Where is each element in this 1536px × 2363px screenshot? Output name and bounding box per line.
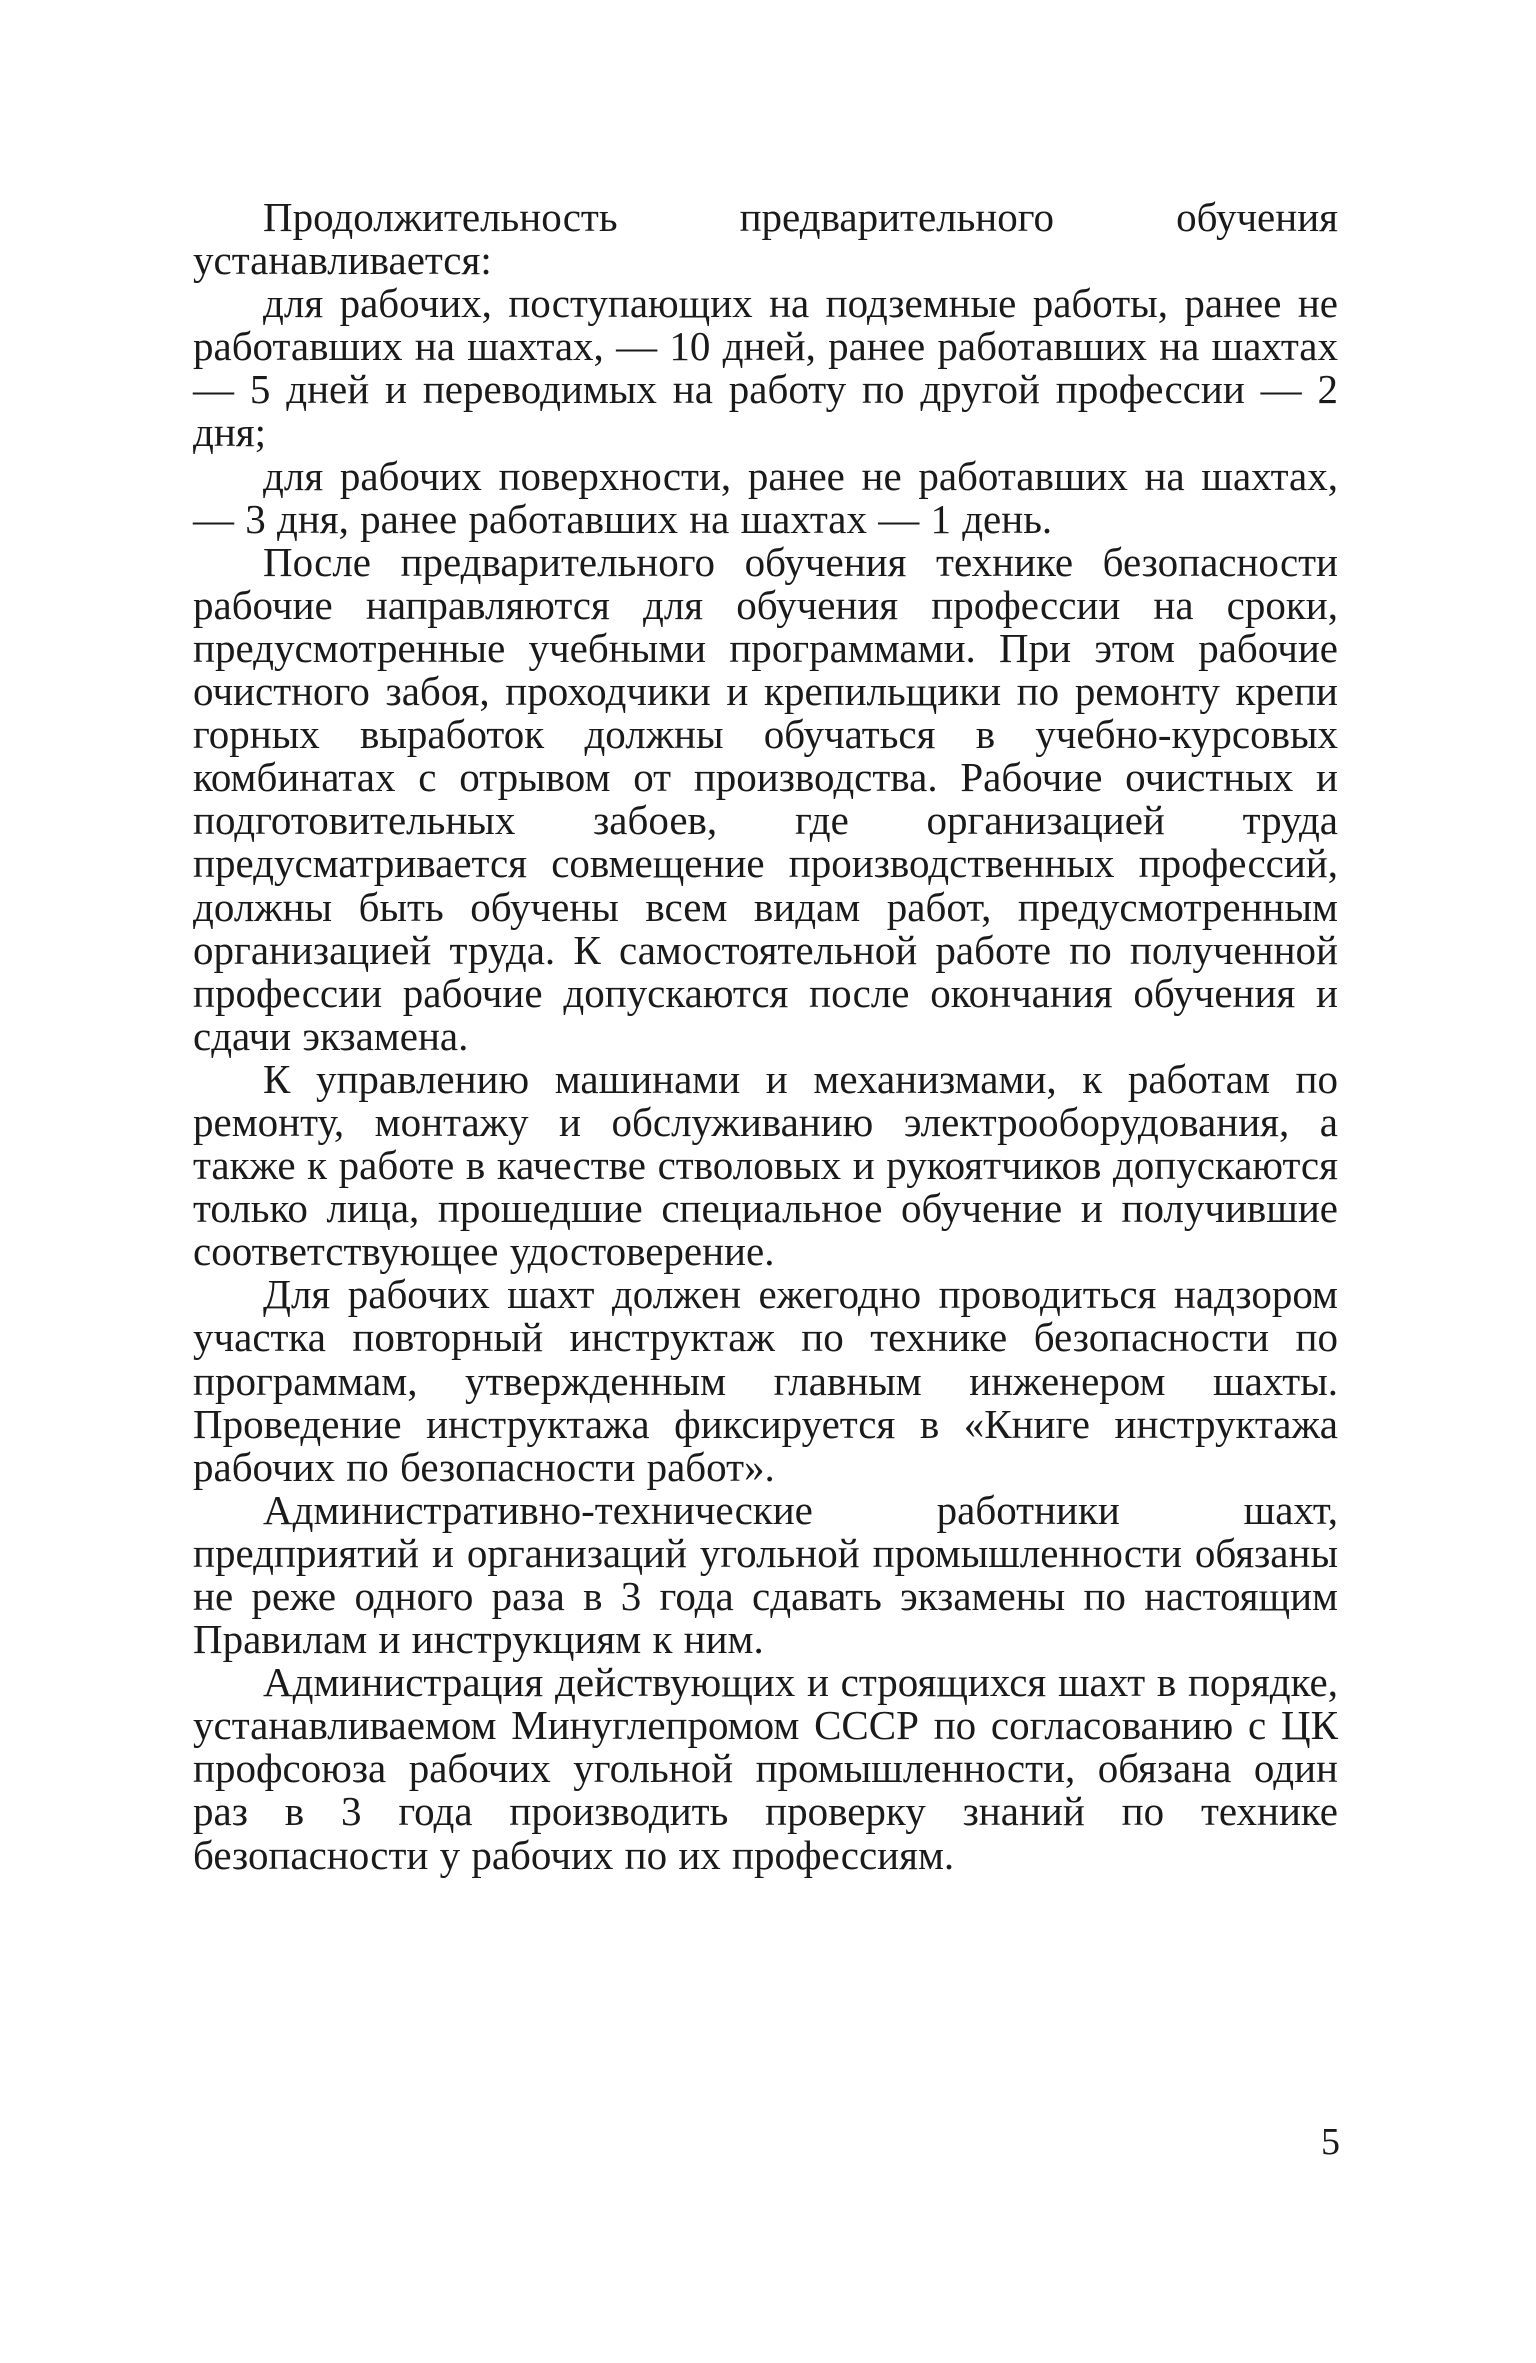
paragraph-professional-training: После предварительного обучения технике безопасности рабочие направляются для обучения профессии на сроки, предусмотренные учебными программами. При этом рабочие очистного забоя, проходчики и крепильщики по ремонту крепи горных выработок должны обучаться в учебно-курсовых комбинатах с отрывом от производства. Рабочие очистных и подготовительных забоев, где организацией труда предусматривается совмещение производственных профессий, должны быть обучены всем видам работ, предусмотренным организацией труда. К самостоятельной работе по полученной профессии рабочие допускаются после окончания обучения и сдачи экзамена. [193, 538, 1338, 1059]
page-number: 5 [1321, 2121, 1340, 2163]
paragraph-surface-workers: для рабочих поверхности, ранее не работавших на шахтах, — 3 дня, ранее работавших на шахтах — 1 день. [193, 452, 1338, 542]
paragraph-knowledge-check: Администрация действующих и строящихся шахт в порядке, устанавливаемом Минуглепромом СССР по согласованию с ЦК профсоюза рабочих угольной промышленности, обязана один раз в 3 года производить проверку знаний по технике безопасности у рабочих по их профессиям. [193, 1659, 1338, 1878]
paragraph-annual-instruction: Для рабочих шахт должен ежегодно проводиться надзором участка повторный инструктаж по технике безопасности по программам, утвержденным главным инженером шахты. Проведение инструктажа фиксируется в «Книге инструктажа рабочих по безопасности работ». [193, 1271, 1338, 1490]
paragraph-machine-operators: К управлению машинами и механизмами, к работам по ремонту, монтажу и обслуживанию электрооборудования, а также к работе в качестве стволовых и рукоятчиков допускаются только лица, прошедшие специальное обучение и получившие соответствующее удостоверение. [193, 1055, 1338, 1275]
paragraph-administrative-staff: Административно-технические работники шахт, предприятий и организаций угольной промышленности обязаны не реже одного раза в 3 года сдавать экзамены по настоящим Правилам и инструкциям к ним. [193, 1486, 1338, 1663]
paragraph-duration-intro: Продолжительность предварительного обучения устанавливается: [193, 194, 1338, 284]
paragraph-underground-workers: для рабочих, поступающих на подземные работы, ранее не работавших на шахтах, — 10 дней, ранее работавших на шахтах — 5 дней и переводимых на работу по другой профессии — 2 дня; [193, 280, 1338, 456]
body-text [193, 196, 1338, 1877]
